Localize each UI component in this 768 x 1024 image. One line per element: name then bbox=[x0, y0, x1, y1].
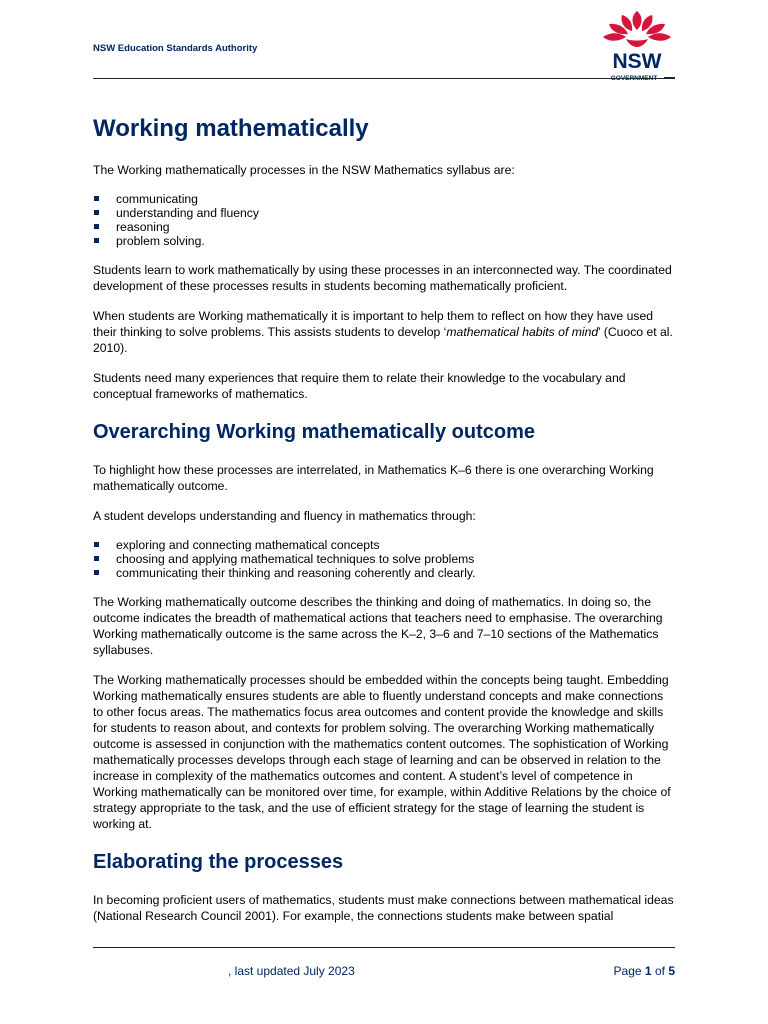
italic-term: mathematical habits of mind bbox=[446, 325, 599, 339]
list-item: understanding and fluency bbox=[93, 206, 676, 220]
paragraph: In becoming proficient users of mathematics, students must make connections between mathematical ideas (National Research Council 2001). For example, the connections students make between spatial bbox=[93, 893, 674, 923]
list-item: problem solving. bbox=[93, 234, 676, 248]
logo-text-nsw: NSW bbox=[612, 50, 662, 73]
list-item: exploring and connecting mathematical concepts bbox=[93, 538, 676, 552]
outcome-list bbox=[93, 538, 676, 580]
process-list bbox=[93, 192, 676, 248]
square-bullet-icon bbox=[94, 542, 99, 547]
org-name: NSW Education Standards Authority bbox=[93, 43, 258, 54]
list-item: choosing and applying mathematical techniques to solve problems bbox=[93, 552, 676, 566]
square-bullet-icon bbox=[94, 570, 99, 575]
footer-last-updated: , last updated July 2023 bbox=[228, 964, 355, 978]
square-bullet-icon bbox=[94, 556, 99, 561]
list-item: reasoning bbox=[93, 220, 676, 234]
square-bullet-icon bbox=[94, 224, 99, 229]
square-bullet-icon bbox=[94, 196, 99, 201]
paragraph: Students learn to work mathematically by using these processes in an interconnected way. The coordinated development of these processes results in students becoming mathematically proficient. bbox=[93, 263, 672, 293]
document-body bbox=[93, 112, 676, 938]
page-title: Working mathematically bbox=[93, 115, 369, 142]
square-bullet-icon bbox=[94, 210, 99, 215]
square-bullet-icon bbox=[94, 238, 99, 243]
list-item: communicating their thinking and reasoning coherently and clearly. bbox=[93, 566, 676, 580]
list-item: communicating bbox=[93, 192, 676, 206]
page-number: Page 1 of 5 bbox=[613, 964, 675, 978]
section-heading: Overarching Working mathematically outcome bbox=[93, 421, 535, 443]
nsw-government-logo bbox=[598, 10, 676, 82]
paragraph: When students are Working mathematically it is important to help them to reflect on how they have used their thinking to solve problems. This assists students to develop ‘mathematical habits of mind’ (Cuoco et al. 2010). bbox=[93, 309, 673, 355]
paragraph: The Working mathematically processes in the NSW Mathematics syllabus are: bbox=[93, 163, 515, 177]
paragraph: The Working mathematically processes should be embedded within the concepts being taught. Embedding Working mathematically ensures students are able to fluently understand concepts and make connections to other focus areas. The mathematics focus area outcomes and content provide the knowledge and skills for students to reason about, and contexts for problem solving. The overarching Working mathematically outcome is assessed in conjunction with the mathematics content outcomes. The sophistication of Working mathematically processes develops through each stage of learning and can be observed in relation to the increase in complexity of the mathematics outcomes and content. A student’s level of competence in Working mathematically can be monitored over time, for example, within Additive Relations by the choice of strategy appropriate to the task, and the use of efficient strategy for the stage of learning the student is working at. bbox=[93, 673, 671, 831]
footer-divider bbox=[93, 947, 675, 948]
header-divider bbox=[93, 78, 675, 79]
waratah-flower-icon bbox=[598, 10, 676, 82]
paragraph: A student develops understanding and fluency in mathematics through: bbox=[93, 509, 476, 523]
paragraph: Students need many experiences that require them to relate their knowledge to the vocabulary and conceptual frameworks of mathematics. bbox=[93, 371, 626, 401]
paragraph: The Working mathematically outcome describes the thinking and doing of mathematics. In doing so, the outcome indicates the breadth of mathematical actions that teachers need to emphasise. The overarching Working mathematically outcome is the same across the K–2, 3–6 and 7–10 sections of the Mathematics syllabuses. bbox=[93, 595, 663, 657]
paragraph: To highlight how these processes are interrelated, in Mathematics K–6 there is one overarching Working mathematically outcome. bbox=[93, 463, 654, 493]
section-heading: Elaborating the processes bbox=[93, 851, 344, 873]
